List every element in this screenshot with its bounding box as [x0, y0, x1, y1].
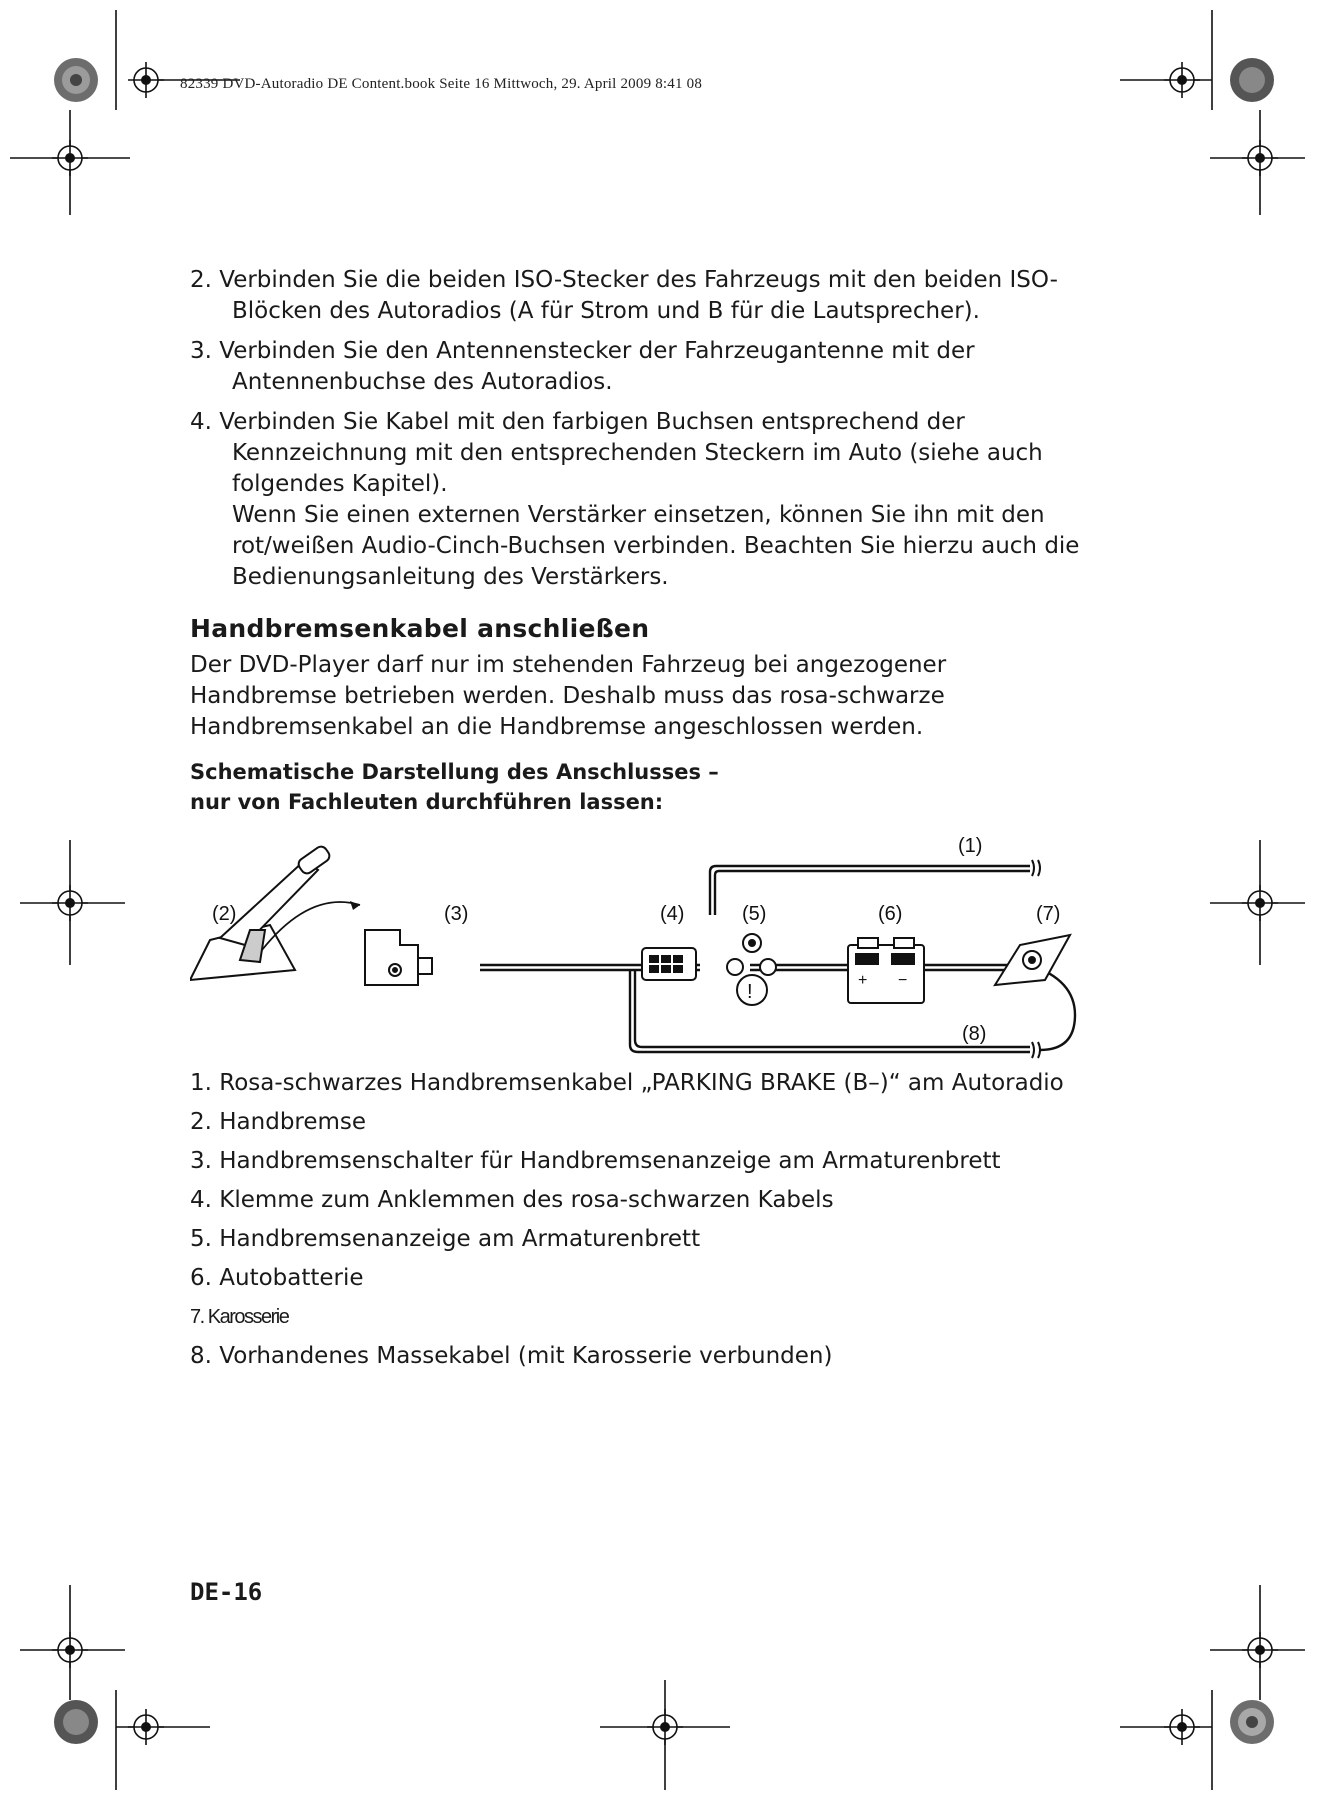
page-number: DE-16: [190, 1578, 263, 1606]
section-intro: Der DVD-Player darf nur im stehenden Fahrzeug bei angezogener Handbremse betrieben werden. Deshalb muss das rosa-schwarze Handbremsenkabel an die Handbremse angeschlossen werden.: [190, 652, 947, 740]
label-5: (5): [742, 903, 767, 925]
diagram-caption-line-2: nur von Fachleuten durchführen lassen:: [190, 790, 664, 814]
label-7: (7): [1036, 903, 1061, 925]
diagram-legend: [190, 1068, 1090, 1380]
label-6: (6): [878, 903, 903, 925]
svg-text:+: +: [858, 972, 868, 989]
step-4: 4. Verbinden Sie Kabel mit den farbigen Buchsen entsprechend der Kennzeichnung mit den entsprechenden Steckern im Auto (siehe auch folgendes Kapitel).: [190, 409, 1043, 497]
legend-item-3: 3. Handbremsenschalter für Handbremsenanzeige am Armaturenbrett: [190, 1148, 1001, 1174]
handbrake-switch: [365, 930, 432, 985]
label-1: (1): [958, 835, 983, 857]
legend-item-6: 6. Autobatterie: [190, 1265, 364, 1291]
print-slug: 82339 DVD-Autoradio DE Content.book Seite 16 Mittwoch, 29. April 2009 8:41 08: [180, 76, 703, 92]
handbrake-wiring-diagram: [190, 820, 1090, 1060]
legend-item-4: 4. Klemme zum Anklemmen des rosa-schwarzen Kabels: [190, 1187, 834, 1213]
step-4-note: Wenn Sie einen externen Verstärker einsetzen, können Sie ihn mit den rot/weißen Audio-Cinch-Buchsen verbinden. Beachten Sie hierzu auch die Bedienungsanleitung des Verstärkers.: [232, 502, 1080, 590]
label-2: (2): [212, 903, 237, 925]
legend-item-2: 2. Handbremse: [190, 1109, 367, 1135]
section-heading: Handbremsenkabel anschließen: [190, 614, 650, 643]
legend-item-8: 8. Vorhandenes Massekabel (mit Karosserie verbunden): [190, 1343, 833, 1369]
car-chassis: [995, 935, 1070, 985]
step-3: 3. Verbinden Sie den Antennenstecker der Fahrzeugantenne mit der Antennenbuchse des Autoradios.: [190, 338, 975, 395]
label-3: (3): [444, 903, 469, 925]
main-content: [190, 265, 1090, 817]
legend-item-5: 5. Handbremsenanzeige am Armaturenbrett: [190, 1226, 701, 1252]
label-8: (8): [962, 1023, 987, 1045]
legend-item-1: 1. Rosa-schwarzes Handbremsenkabel „PARKING BRAKE (B–)“ am Autoradio: [190, 1070, 1064, 1096]
svg-text:−: −: [898, 972, 908, 989]
step-2: 2. Verbinden Sie die beiden ISO-Stecker des Fahrzeugs mit den beiden ISO-Blöcken des Autoradios (A für Strom und B für die Lautsprecher).: [190, 267, 1058, 324]
wire-clamp: [642, 948, 696, 980]
car-battery: [848, 938, 924, 1003]
svg-text:!: !: [747, 981, 753, 1003]
label-4: (4): [660, 903, 685, 925]
legend-item-7: 7. Karosserie: [190, 1306, 289, 1328]
diagram-caption-line-1: Schematische Darstellung des Anschlusses –: [190, 760, 719, 784]
